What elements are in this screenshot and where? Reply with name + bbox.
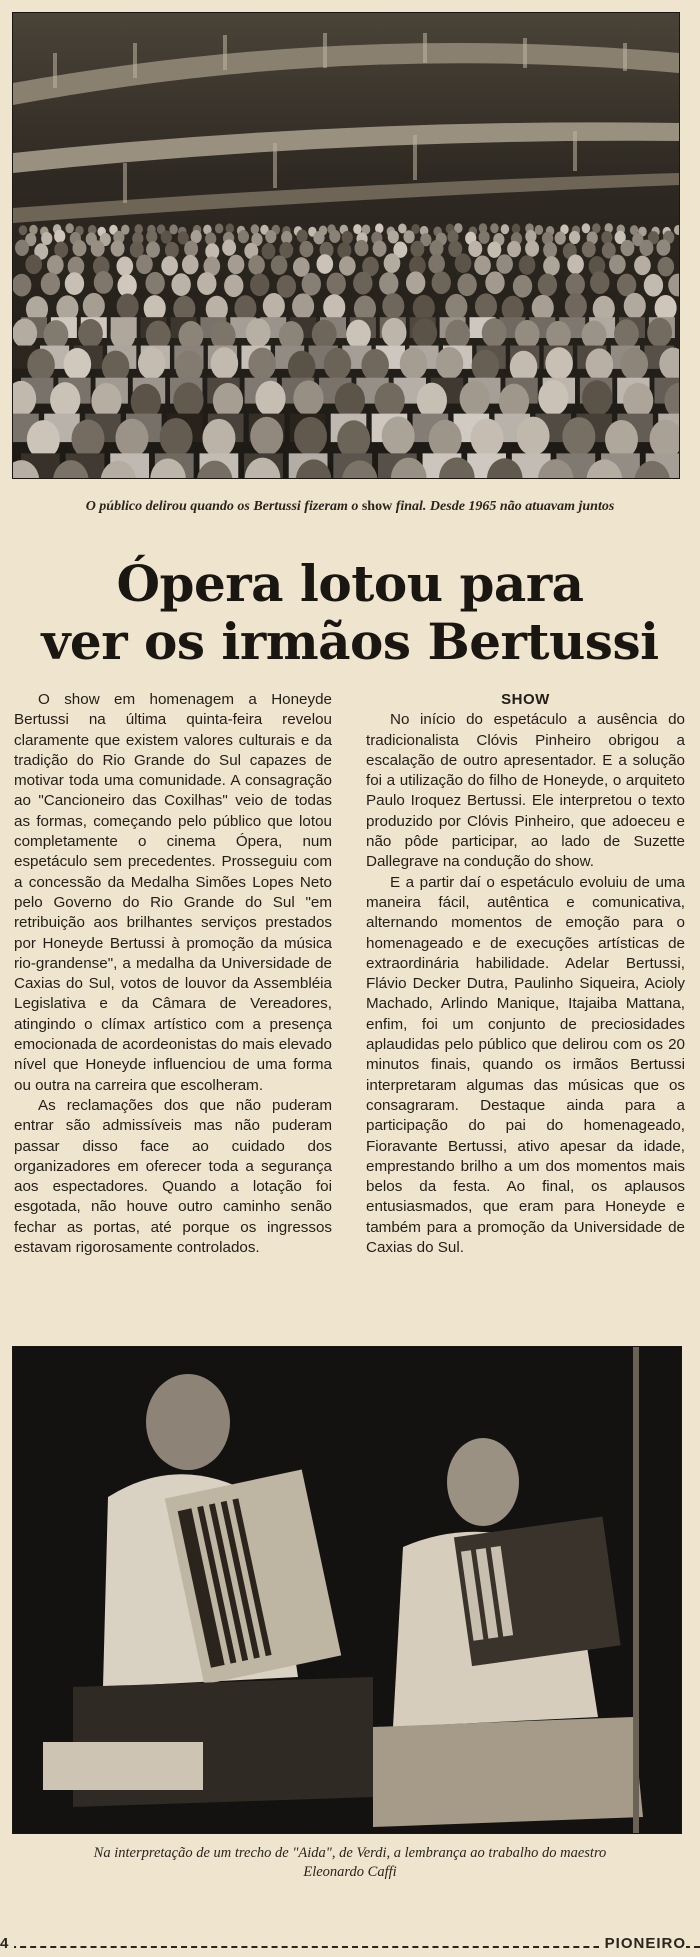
audience-head	[41, 272, 60, 295]
audience-head	[248, 348, 276, 380]
audience-head	[375, 382, 405, 418]
audience-head	[47, 255, 64, 275]
audience-head	[525, 240, 539, 256]
audience-head	[146, 321, 171, 350]
audience-head	[329, 230, 340, 243]
audience-head	[255, 381, 285, 417]
top-photo-caption: O público delirou quando os Bertussi fizeram o show final. Desde 1965 não atuavam juntos	[85, 499, 615, 514]
audience-head	[342, 231, 353, 244]
audience-head	[490, 223, 499, 233]
audience-head	[532, 295, 554, 321]
audience-head	[647, 318, 672, 347]
audience-head	[565, 293, 587, 319]
audience-head	[515, 320, 540, 349]
audience-head	[248, 255, 265, 275]
audience-head	[472, 350, 500, 382]
audience-head	[609, 255, 626, 275]
bottom-caption-line-2: Eleonardo Caffi	[303, 1864, 397, 1880]
audience-head	[455, 253, 472, 273]
audience-head	[13, 319, 37, 348]
audience-head	[165, 242, 179, 258]
audience-head	[543, 256, 560, 276]
audience-head	[513, 275, 532, 298]
audience-head	[160, 418, 193, 457]
audience-head	[353, 272, 372, 295]
audience-head	[145, 272, 164, 295]
audience-head	[44, 320, 69, 349]
audience-head	[428, 254, 445, 274]
article-paragraph: E a partir daí o espetáculo evoluiu de uma maneira fácil, autêntica e comunicativa, alternando momentos de emoção para o homenageado e de execuções artísticas de extraordinária habilidade. Adelar Bertussi, Flávio Decker Dutra, Paulinho Siqueira, Acioly Machado, Arlindo Manique, Itajaiba Mattana, enfim, foi um conjunto de preciosidades aplaudidas pelo público que delirou com os 20 minutos finais, quando os irmãos Bertussi interpretaram algumas das músicas que os consagraram. Destaque ainda para a participação do pai do homenageado, Fioravante Bertussi, ativo apesar da idade, emprestando brilho a um dos momentos mais belos da festa. Ao final, os aplausos entusiasmados, que eram para Honeyde e também para a promoção da Universidade de Caxias do Sul.	[366, 873, 685, 1257]
audience-head	[15, 240, 29, 256]
audience-head	[335, 383, 365, 419]
audience-head	[354, 240, 368, 256]
audience-head	[410, 241, 424, 257]
audience-head	[519, 255, 536, 275]
audience-head	[19, 225, 28, 235]
audience-head	[567, 255, 584, 275]
audience-head	[403, 230, 414, 243]
audience-head	[346, 320, 371, 349]
audience-head	[605, 420, 638, 459]
audience-head	[173, 382, 203, 418]
audience-head	[373, 240, 387, 256]
headline	[0, 555, 700, 671]
audience-head	[429, 420, 462, 459]
audience-head	[299, 241, 313, 257]
audience-head	[582, 380, 612, 416]
audience-head	[293, 380, 323, 416]
audience-head	[460, 381, 490, 417]
audience-head	[639, 240, 653, 256]
audience-head	[250, 417, 283, 456]
audience-head	[620, 240, 634, 256]
audience-head	[586, 348, 614, 380]
audience-head	[623, 383, 653, 419]
audience-head	[501, 224, 510, 234]
audience-head	[644, 274, 663, 297]
audience-head	[361, 349, 389, 381]
audience-head	[327, 272, 346, 295]
audience-head	[228, 255, 245, 275]
audience-head	[538, 274, 557, 297]
audience-head	[91, 383, 121, 419]
audience-head	[294, 417, 327, 456]
audience-head	[413, 295, 435, 321]
article-paragraph: As reclamações dos que não puderam entrar são admissíveis mas não puderam passar disso face ao cuidado dos organizadores em oferecer toda a segurança aos espectadores. Quando a lotação foi esgotada, não houve outro caminho senão fechar as portas, até porque os ingressos estavam rigorosamente controlados.	[14, 1096, 332, 1257]
audience-head	[302, 273, 321, 296]
audience-head	[116, 256, 133, 276]
article-paragraph: O show em homenagem a Honeyde Bertussi na última quinta-feira revelou claramente que existem valores culturais e da tradição do Rio Grande do Sul capazes de motivar toda uma comunidade. A consagração ao "Cancioneiro das Coxilhas" veio de todas as formas, começando pelo público que lotou completamente o cinema Ópera, num espetáculo sem precedentes. Prosseguiu com a concessão da Medalha Simões Lopes Neto pelo Governo do Rio Grande do Sul "em retribuição aos brilhantes serviços prestados por Honeyde Bertussi à promoção da música rio-grandense", a medalha da Universidade de Caxias do Sul, votos de louvor da Assembléia Legislativa e da Câmara de Vereadores, atingindo o clímax artístico com a presença emocionada de acordeonistas do mais elevado nível que Honeyde influenciou de uma forma ou outra na carreira que escolheram.	[14, 691, 332, 1094]
audience-head	[146, 241, 160, 257]
audience-head	[323, 294, 345, 320]
audience-head	[197, 272, 216, 295]
audience-head	[312, 320, 337, 349]
audience-head	[250, 273, 269, 296]
audience-head	[27, 420, 60, 459]
audience-head	[292, 293, 314, 319]
audience-head	[91, 240, 105, 256]
audience-head	[50, 382, 80, 418]
audience-head	[202, 419, 235, 458]
audience-head	[251, 224, 260, 234]
audience-head	[222, 239, 236, 255]
audience-head	[41, 232, 52, 245]
audience-head	[535, 225, 544, 235]
audience-head	[621, 348, 649, 380]
accordionists-image	[13, 1347, 681, 1833]
audience-image	[13, 13, 679, 478]
audience-head	[65, 272, 84, 295]
audience-head	[171, 273, 190, 296]
audience-head	[277, 275, 296, 298]
audience-head	[382, 417, 415, 456]
audience-head	[72, 419, 105, 458]
audience-head	[111, 320, 136, 349]
audience-head	[146, 230, 157, 243]
audience-head	[445, 294, 467, 320]
audience-head	[517, 417, 550, 456]
audience-head	[64, 348, 92, 380]
audience-head	[261, 243, 275, 259]
audience-head	[215, 224, 224, 234]
audience-head	[436, 347, 464, 379]
audience-head	[545, 347, 573, 379]
audience-head	[265, 230, 276, 243]
audience-photo	[12, 12, 680, 479]
audience-head	[582, 223, 591, 233]
audience-head	[379, 272, 398, 295]
audience-head	[496, 254, 513, 274]
audience-head	[417, 383, 447, 419]
audience-head	[138, 347, 166, 379]
audience-head	[656, 239, 670, 255]
audience-head	[213, 383, 243, 419]
audience-head	[614, 319, 639, 348]
bottom-caption-line-1: Na interpretação de um trecho de "Aida", de Verdi, a lembrança ao trabalho do maestro	[93, 1845, 607, 1861]
audience-head	[246, 318, 271, 347]
audience-head	[94, 271, 113, 294]
audience-head	[313, 231, 324, 244]
audience-head	[474, 256, 491, 276]
audience-head	[337, 242, 351, 258]
audience-head	[184, 241, 198, 257]
section-title: SHOW	[501, 691, 550, 708]
audience-head	[263, 293, 285, 319]
audience-head	[224, 274, 243, 297]
audience-head	[115, 419, 148, 458]
audience-head	[432, 271, 451, 294]
audience-head	[471, 418, 504, 457]
audience-head	[482, 318, 507, 347]
audience-head	[555, 232, 566, 245]
audience-head	[324, 348, 352, 380]
audience-head	[634, 256, 651, 276]
audience-head	[238, 230, 249, 243]
audience-head	[412, 318, 437, 347]
audience-head	[27, 349, 55, 381]
audience-head	[601, 231, 612, 244]
audience-head	[384, 253, 401, 273]
audience-head	[582, 241, 596, 257]
audience-head	[72, 240, 86, 256]
audience-head	[83, 293, 105, 319]
audience-head	[655, 295, 677, 321]
audience-head	[445, 320, 470, 349]
footer-rule	[0, 1946, 700, 1948]
audience-head	[468, 241, 482, 257]
headline-line-2: ver os irmãos Bertussi	[41, 612, 659, 671]
audience-head	[117, 294, 139, 320]
accordionists-photo	[12, 1346, 682, 1834]
audience-head	[182, 255, 199, 275]
article-left-column	[14, 690, 332, 1258]
headline-line-1: Ópera lotou para	[116, 554, 584, 613]
page-number: 4	[0, 1935, 14, 1952]
audience-head	[65, 223, 74, 233]
audience-head	[657, 257, 674, 277]
audience-head	[25, 255, 42, 275]
audience-head	[54, 230, 65, 243]
audience-head	[316, 254, 333, 274]
newspaper-name: PIONEIRO	[599, 1935, 686, 1952]
audience-head	[161, 231, 172, 244]
audience-head	[538, 380, 568, 416]
audience-head	[543, 242, 557, 258]
audience-head	[339, 256, 356, 276]
audience-head	[406, 271, 425, 294]
article-right-column	[366, 690, 685, 1258]
audience-head	[211, 347, 239, 379]
audience-head	[590, 271, 609, 294]
audience-head	[562, 417, 595, 456]
audience-head	[487, 241, 501, 257]
audience-head	[475, 293, 497, 319]
audience-head	[430, 240, 444, 256]
audience-head	[582, 321, 607, 350]
audience-head	[569, 231, 580, 244]
audience-head	[566, 273, 585, 296]
audience-head	[382, 318, 407, 347]
audience-head	[271, 255, 288, 275]
audience-head	[624, 293, 646, 319]
bottom-photo-caption	[0, 1844, 700, 1882]
audience-head	[485, 271, 504, 294]
audience-head	[78, 319, 103, 348]
audience-head	[388, 230, 399, 243]
audience-head	[136, 255, 153, 275]
audience-head	[478, 231, 489, 244]
article-paragraph: No início do espetáculo a ausência do tradicionalista Clóvis Pinheiro obrigou a escalação de outro apresentador. E a solução foi a utilização do filho de Honeyde, o arquiteto Paulo Iroquez Bertussi. Ele interpretou o texto produzido por Clóvis Pinheiro, que adoeceu e não pôde participar, ao lado de Suzette Dallegrave na condução do show.	[366, 711, 685, 871]
audience-head	[457, 273, 476, 296]
audience-head	[297, 229, 308, 242]
audience-head	[111, 240, 125, 256]
audience-head	[161, 256, 178, 276]
audience-head	[382, 293, 404, 319]
audience-head	[507, 241, 521, 257]
audience-head	[400, 347, 428, 379]
audience-head	[337, 420, 370, 459]
